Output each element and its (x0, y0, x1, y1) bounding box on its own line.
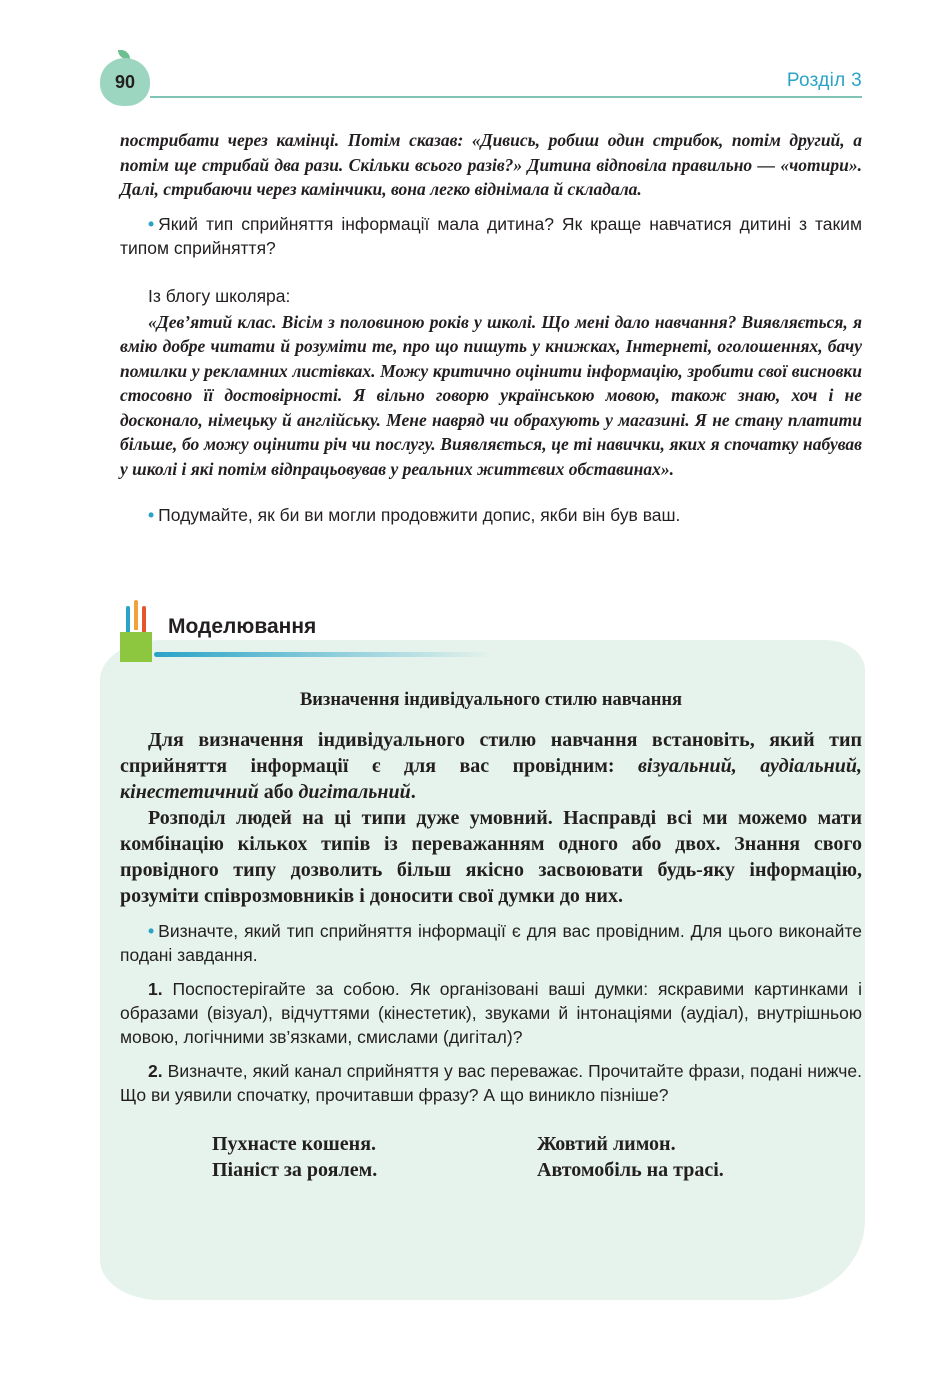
phrase-item: Автомобіль на трасі. (537, 1159, 724, 1181)
modeling-content (120, 690, 862, 1183)
para1-or: або (258, 781, 299, 803)
question-1 (120, 212, 862, 260)
para1-digital: дигітальний (298, 781, 411, 803)
task-intro-text: Визначте, який тип сприйняття інформації є для вас провідним. Для цього виконайте подані завдання. (120, 921, 862, 965)
task-2 (120, 1059, 862, 1107)
para1-text: Для визначення індивідуального стилю навчання встановіть, який тип сприйняття інформації є для вас провідним: (120, 729, 862, 777)
modeling-paragraph-2: Розподіл людей на ці типи дуже умовний. Насправді всі ми можемо мати комбінацію кількох типів із переважанням одного або двох. Знання свого провідного типу дозволить більш якісно засвоювати будь-яку інформацію, розуміти співрозмовників і доносити свої думки до них. (120, 807, 862, 907)
phrase-examples (120, 1131, 862, 1183)
question-1-text: Який тип сприйняття інформації мала дитина? Як краще навчатися дитині з таким типом сприйняття? (120, 213, 862, 258)
blog-intro: Із блогу школяра: (148, 285, 291, 306)
story-continuation: пострибати через камінці. Потім сказав: «Дивись, робиш один стрибок, потім другий, а потім ще стрибай два рази. Скільки всього разів?» Дитина відповіла правильно — «чотири». Далі, стрибаючи через камінчики, вона легко віднімала й складала. (120, 130, 862, 199)
bullet-icon: • (148, 505, 155, 525)
task-1 (120, 977, 862, 1049)
phrases-right-column (537, 1131, 862, 1183)
phrase-item: Піаніст за роялем. (212, 1159, 378, 1181)
task-intro (120, 919, 862, 967)
section-label: Розділ 3 (786, 70, 862, 91)
modeling-subtitle: Визначення індивідуального стилю навчання (299, 690, 683, 710)
page-header (0, 0, 951, 110)
blog-quote: «Дев’ятий клас. Вісім з половиною років у школі. Що мені дало навчання? Виявляється, я вмію добре читати й розуміти те, про що пишуть у книжках, Інтернеті, оголошеннях, бачу помилки у рекламних листівках. Можу критично оцінити інформацію, зробити свої висновки стосовно її достовірності. Я вільно говорю українською мовою, також знаю, хоч і не досконало, німецьку й англійську. Мене навряд чи обрахують у магазині. Я не стану платити більше, бо можу оцінити річ чи послугу. Виявляється, це ті навички, яких я спочатку набував у школі і які потім відпрацьовував у реальних життєвих обставинах». (120, 311, 862, 479)
task-2-text: Визначте, який канал сприйняття у вас переважає. Прочитайте фрази, подані нижче. Що ви уявили спочатку, прочитавши фразу? А що виникло пізніше? (120, 1061, 862, 1105)
main-text (120, 128, 862, 527)
page-number: 90 (114, 71, 136, 92)
phrase-item: Жовтий лимон. (537, 1133, 676, 1155)
bullet-icon: • (148, 921, 155, 941)
para1-end: . (410, 781, 416, 803)
modeling-underline (154, 652, 494, 657)
task-1-text: Поспостерігайте за собою. Як організовані ваші думки: яскравими картинками і образами (візуал), відчуттями (кінестетик), звуками й інтонаціями (аудіал), внутрішньою мовою, логічними зв’язками, смислами (дигітал)? (120, 979, 862, 1047)
question-2 (120, 503, 862, 527)
task-2-number: 2. (148, 1061, 163, 1081)
page-number-badge (100, 58, 150, 106)
phrases-left-column (212, 1131, 537, 1183)
question-2-text: Подумайте, як би ви могли продовжити допис, якби він був ваш. (158, 505, 681, 525)
modeling-heading (118, 600, 518, 670)
bullet-icon: • (148, 213, 155, 234)
modeling-paragraph-1 (120, 727, 862, 805)
task-1-number: 1. (148, 979, 163, 999)
para1-types: візуальний, аудіальний, кінестетичний (120, 755, 862, 803)
header-divider (150, 96, 862, 98)
phrase-item: Пухнасте кошеня. (212, 1133, 377, 1155)
modeling-title: Моделювання (168, 615, 317, 638)
